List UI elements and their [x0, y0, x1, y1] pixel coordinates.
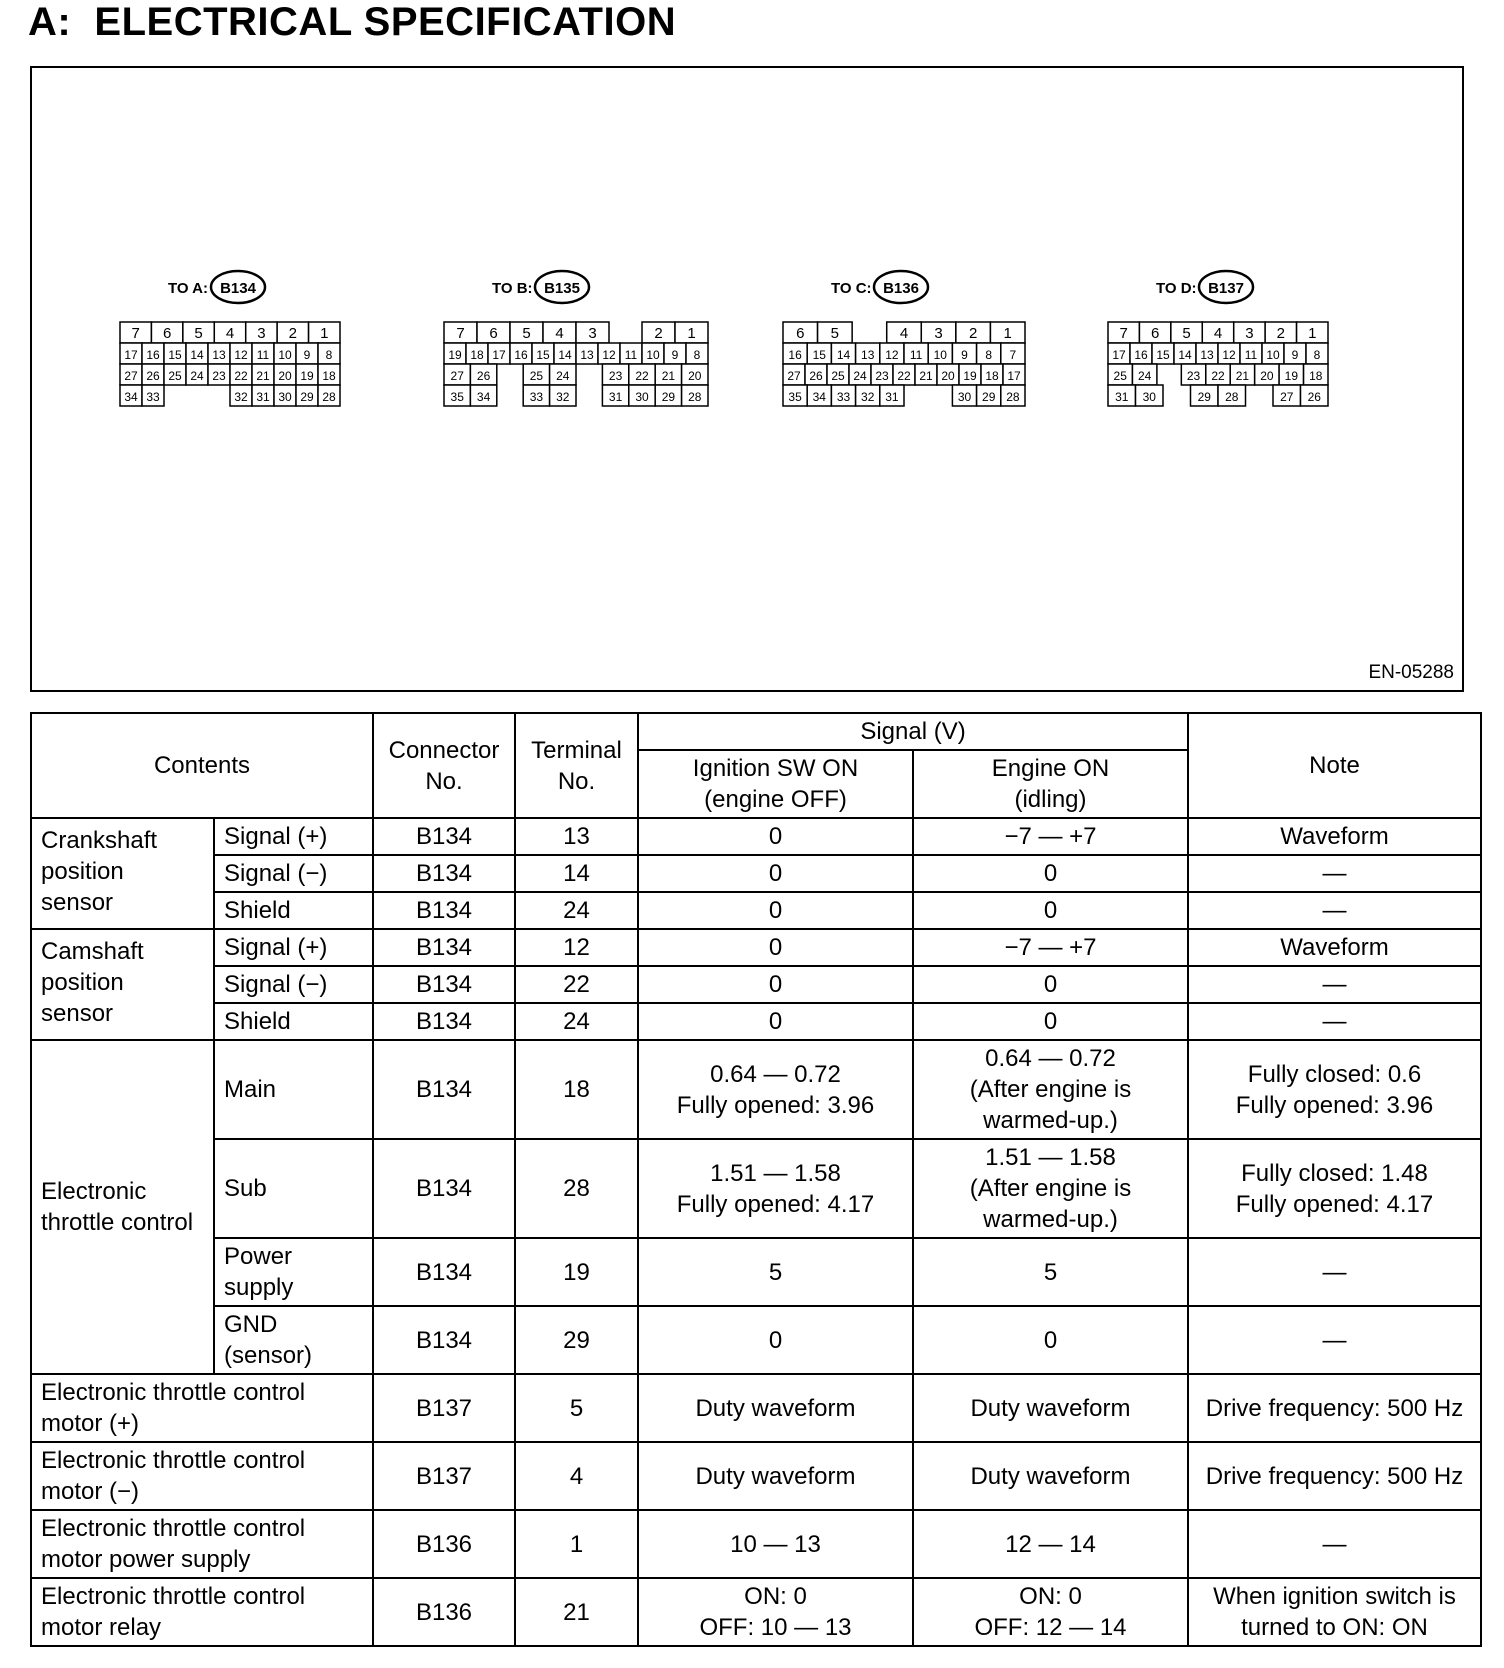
pin-number: 15	[812, 348, 826, 362]
pin-number: 27	[450, 369, 464, 383]
pin-number: 26	[146, 369, 160, 383]
pin-number: 11	[624, 348, 638, 362]
pin-number: 31	[1115, 390, 1129, 404]
table-row	[31, 818, 1481, 855]
engine-value: 12 — 14	[913, 1510, 1188, 1578]
pin-number: 21	[661, 369, 676, 383]
pin-number: 25	[529, 369, 544, 383]
pin-number: 27	[787, 369, 801, 383]
table-row	[31, 1139, 1481, 1238]
pin-number: 2	[968, 325, 978, 342]
pin-number: 23	[1186, 369, 1201, 383]
engine-value: 0	[913, 855, 1188, 892]
table-row	[31, 1238, 1481, 1306]
pin-number: 30	[635, 390, 649, 404]
pin-number: 30	[1142, 390, 1156, 404]
pin-number: 22	[234, 369, 248, 383]
connector-label: TO A:	[168, 280, 208, 297]
contents-label: Electronic throttle control motor relay	[31, 1578, 373, 1646]
pin-number: 26	[809, 369, 823, 383]
note-cell: Waveform	[1188, 818, 1481, 855]
note-cell: Waveform	[1188, 929, 1481, 966]
engine-value: 0	[913, 892, 1188, 929]
note-cell: —	[1188, 892, 1481, 929]
terminal-cell: 19	[515, 1238, 638, 1306]
pin-number: 32	[234, 390, 248, 404]
pin-number: 12	[1222, 348, 1236, 362]
connector-id: B137	[1208, 280, 1244, 297]
terminal-cell: 4	[515, 1442, 638, 1510]
pin-number: 3	[257, 325, 266, 342]
pin-number: 25	[1113, 369, 1127, 383]
ignition-value: 10 — 13	[638, 1510, 913, 1578]
pin-number: 22	[1211, 369, 1225, 383]
pin-number: 3	[588, 325, 597, 342]
pin-number: 8	[985, 348, 993, 362]
pin-number: 1	[1308, 325, 1317, 342]
connector-cell: B134	[373, 818, 515, 855]
note-cell: —	[1188, 1238, 1481, 1306]
ignition-value: Duty waveform	[638, 1442, 913, 1510]
connector-label: TO C:	[831, 280, 872, 297]
pin-number: 20	[941, 369, 955, 383]
pin-number: 35	[788, 390, 802, 404]
ignition-value: 0	[638, 1003, 913, 1040]
pin-number: 29	[661, 390, 676, 404]
connector-cell: B134	[373, 1139, 515, 1238]
pin-number: 9	[671, 348, 679, 362]
ignition-value: 0	[638, 855, 913, 892]
connector-cell: B136	[373, 1578, 515, 1646]
note-cell: Drive frequency: 500 Hz	[1188, 1442, 1481, 1510]
terminal-cell: 18	[515, 1040, 638, 1139]
sub-label: GND (sensor)	[214, 1306, 373, 1374]
pin-number: 31	[608, 390, 623, 404]
pin-number: 17	[124, 348, 138, 362]
pin-number: 18	[1309, 369, 1323, 383]
pin-number: 5	[194, 325, 203, 342]
group-label: Camshaft position sensor	[31, 929, 214, 1040]
pin-number: 14	[836, 348, 851, 362]
connector-id: B134	[220, 280, 256, 297]
pin-number: 33	[836, 390, 851, 404]
table-row	[31, 1578, 1481, 1646]
pin-number: 29	[300, 390, 314, 404]
pin-number: 20	[688, 369, 702, 383]
ignition-value: 0	[638, 929, 913, 966]
connector-cell: B134	[373, 855, 515, 892]
pin-number: 15	[536, 348, 550, 362]
pin-number: 29	[982, 390, 996, 404]
pin-number: 13	[1200, 348, 1214, 362]
sub-label: Signal (+)	[214, 929, 373, 966]
pin-number: 21	[256, 369, 270, 383]
connector-label: TO D:	[1156, 280, 1197, 297]
pin-number: 19	[448, 348, 462, 362]
pin-number: 19	[963, 369, 977, 383]
connector-cell: B134	[373, 1238, 515, 1306]
pin-number: 7	[1009, 348, 1017, 362]
pin-number: 33	[529, 390, 544, 404]
table-row	[31, 892, 1481, 929]
ignition-value: 0	[638, 818, 913, 855]
note-cell: —	[1188, 1306, 1481, 1374]
pin-number: 28	[1225, 390, 1239, 404]
pin-number: 10	[933, 348, 947, 362]
connector-cell: B134	[373, 966, 515, 1003]
pin-number: 11	[256, 348, 270, 362]
note-cell: Drive frequency: 500 Hz	[1188, 1374, 1481, 1442]
connector-cell: B134	[373, 1040, 515, 1139]
pin-number: 34	[124, 390, 138, 404]
ignition-value: 0	[638, 966, 913, 1003]
header-terminal: Terminal No.	[515, 713, 638, 818]
sub-label: Main	[214, 1040, 373, 1139]
pin-number: 6	[796, 325, 805, 342]
connector-cell: B137	[373, 1442, 515, 1510]
pin-number: 26	[476, 369, 491, 383]
pin-number: 19	[1284, 369, 1299, 383]
pin-number: 8	[1313, 348, 1321, 362]
connector-cell: B134	[373, 892, 515, 929]
pin-number: 23	[875, 369, 889, 383]
engine-value: ON: 0 OFF: 12 — 14	[913, 1578, 1188, 1646]
terminal-cell: 28	[515, 1139, 638, 1238]
sub-label: Shield	[214, 1003, 373, 1040]
engine-value: 0	[913, 966, 1188, 1003]
pin-number: 2	[654, 325, 663, 342]
pin-number: 8	[325, 348, 333, 362]
pin-number: 6	[162, 325, 172, 342]
pin-number: 11	[909, 348, 923, 362]
pin-number: 21	[1235, 369, 1250, 383]
connector-id: B135	[544, 280, 580, 297]
page-title: A: ELECTRICAL SPECIFICATION	[28, 0, 677, 44]
ignition-value: 0	[638, 1306, 913, 1374]
table-row	[31, 966, 1481, 1003]
pin-number: 9	[303, 348, 311, 362]
pin-number: 5	[522, 325, 531, 342]
pin-number: 31	[885, 390, 899, 404]
contents-label: Electronic throttle control motor power supply	[31, 1510, 373, 1578]
ignition-value: 0	[638, 892, 913, 929]
pin-number: 2	[288, 325, 298, 342]
pin-number: 3	[1245, 325, 1254, 342]
table-row	[31, 929, 1481, 966]
pin-number: 7	[131, 325, 140, 342]
engine-value: 1.51 — 1.58 (After engine is warmed-up.)	[913, 1139, 1188, 1238]
pin-number: 25	[831, 369, 845, 383]
header-connector: Connector No.	[373, 713, 515, 818]
engine-value: −7 — +7	[913, 818, 1188, 855]
pin-number: 18	[322, 369, 336, 383]
contents-label: Electronic throttle control motor (+)	[31, 1374, 373, 1442]
pin-number: 4	[899, 325, 909, 342]
pin-number: 10	[646, 348, 660, 362]
pin-number: 27	[124, 369, 138, 383]
table-row	[31, 1374, 1481, 1442]
pin-number: 24	[1137, 369, 1152, 383]
pin-number: 24	[853, 369, 867, 383]
engine-value: Duty waveform	[913, 1442, 1188, 1510]
engine-value: 5	[913, 1238, 1188, 1306]
pin-number: 17	[492, 348, 506, 362]
group-label: Electronic throttle control	[31, 1040, 214, 1374]
pin-number: 31	[256, 390, 270, 404]
engine-value: 0	[913, 1306, 1188, 1374]
terminal-cell: 24	[515, 892, 638, 929]
pin-number: 16	[514, 348, 528, 362]
terminal-cell: 5	[515, 1374, 638, 1442]
pin-number: 26	[1307, 390, 1321, 404]
pin-number: 16	[1134, 348, 1148, 362]
header-note: Note	[1188, 713, 1481, 818]
pin-number: 15	[168, 348, 182, 362]
pin-number: 5	[1182, 325, 1191, 342]
pin-number: 7	[1119, 325, 1128, 342]
pin-number: 23	[608, 369, 623, 383]
note-cell: When ignition switch is turned to ON: ON	[1188, 1578, 1481, 1646]
header-engine-on: Engine ON (idling)	[913, 750, 1188, 818]
pin-number: 34	[812, 390, 826, 404]
note-cell: —	[1188, 966, 1481, 1003]
table-row	[31, 855, 1481, 892]
group-label: Crankshaft position sensor	[31, 818, 214, 929]
pin-number: 16	[146, 348, 160, 362]
pin-number: 14	[190, 348, 204, 362]
engine-value: 0	[913, 1003, 1188, 1040]
pin-number: 14	[1178, 348, 1192, 362]
connector-cell: B134	[373, 1003, 515, 1040]
pin-number: 10	[278, 348, 292, 362]
table-row	[31, 1306, 1481, 1374]
figure-code: EN-05288	[1368, 662, 1454, 683]
terminal-cell: 29	[515, 1306, 638, 1374]
pin-number: 9	[1291, 348, 1299, 362]
spec-table	[30, 712, 1482, 1647]
note-cell: Fully closed: 0.6 Fully opened: 3.96	[1188, 1040, 1481, 1139]
pin-number: 15	[1156, 348, 1170, 362]
terminal-cell: 24	[515, 1003, 638, 1040]
ignition-value: ON: 0 OFF: 10 — 13	[638, 1578, 913, 1646]
table-row	[31, 1442, 1481, 1510]
contents-label: Electronic throttle control motor (−)	[31, 1442, 373, 1510]
terminal-cell: 22	[515, 966, 638, 1003]
connector-id: B136	[883, 280, 919, 297]
pin-number: 4	[555, 325, 564, 342]
pin-number: 28	[688, 390, 702, 404]
pin-number: 17	[1112, 348, 1126, 362]
terminal-cell: 13	[515, 818, 638, 855]
pin-number: 5	[830, 325, 840, 342]
pin-number: 13	[212, 348, 226, 362]
pin-number: 13	[861, 348, 875, 362]
note-cell: —	[1188, 1003, 1481, 1040]
pin-number: 11	[1244, 348, 1258, 362]
ignition-value: 5	[638, 1238, 913, 1306]
pin-number: 18	[985, 369, 999, 383]
pin-number: 18	[470, 348, 484, 362]
pin-number: 4	[225, 325, 235, 342]
pin-number: 7	[456, 325, 465, 342]
pin-number: 25	[168, 369, 182, 383]
pin-number: 22	[635, 369, 649, 383]
pin-number: 1	[687, 325, 696, 342]
terminal-cell: 12	[515, 929, 638, 966]
connector-diagram-svg	[32, 68, 1462, 690]
pin-number: 16	[788, 348, 802, 362]
sub-label: Signal (−)	[214, 966, 373, 1003]
pin-number: 33	[146, 390, 160, 404]
terminal-cell: 1	[515, 1510, 638, 1578]
pin-number: 1	[1003, 325, 1012, 342]
engine-value: 0.64 — 0.72 (After engine is warmed-up.)	[913, 1040, 1188, 1139]
connector-cell: B137	[373, 1374, 515, 1442]
pin-number: 20	[278, 369, 292, 383]
pin-number: 24	[556, 369, 570, 383]
sub-label: Sub	[214, 1139, 373, 1238]
header-contents: Contents	[31, 713, 373, 818]
pin-number: 10	[1266, 348, 1280, 362]
pin-number: 30	[278, 390, 292, 404]
pin-number: 23	[212, 369, 226, 383]
pin-number: 3	[934, 325, 943, 342]
pin-number: 17	[1007, 369, 1021, 383]
sub-label: Power supply	[214, 1238, 373, 1306]
connector-label: TO B:	[492, 280, 533, 297]
pin-number: 35	[450, 390, 464, 404]
pin-number: 6	[1150, 325, 1160, 342]
pin-number: 24	[190, 369, 204, 383]
terminal-cell: 21	[515, 1578, 638, 1646]
note-cell: —	[1188, 855, 1481, 892]
pin-number: 34	[476, 390, 491, 404]
pin-number: 20	[1260, 369, 1274, 383]
pin-number: 9	[961, 348, 968, 362]
table-row	[31, 1040, 1481, 1139]
pin-number: 19	[300, 369, 314, 383]
connector-diagram	[30, 66, 1464, 692]
ignition-value: 0.64 — 0.72 Fully opened: 3.96	[638, 1040, 913, 1139]
pin-number: 6	[489, 325, 498, 342]
header-signal: Signal (V)	[638, 713, 1188, 750]
pin-number: 27	[1280, 390, 1294, 404]
sub-label: Signal (−)	[214, 855, 373, 892]
table-row	[31, 1510, 1481, 1578]
pin-number: 12	[234, 348, 248, 362]
connector-cell: B136	[373, 1510, 515, 1578]
pin-number: 21	[919, 369, 933, 383]
connector-cell: B134	[373, 929, 515, 966]
connector-cell: B134	[373, 1306, 515, 1374]
pin-number: 29	[1197, 390, 1211, 404]
pin-number: 28	[1006, 390, 1020, 404]
pin-number: 32	[861, 390, 875, 404]
pin-number: 13	[580, 348, 594, 362]
pin-number: 12	[602, 348, 616, 362]
pin-number: 28	[322, 390, 336, 404]
pin-number: 14	[558, 348, 572, 362]
pin-number: 30	[957, 390, 972, 404]
note-cell: Fully closed: 1.48 Fully opened: 4.17	[1188, 1139, 1481, 1238]
engine-value: −7 — +7	[913, 929, 1188, 966]
table-row	[31, 1003, 1481, 1040]
header-ignition-sw-on: Ignition SW ON (engine OFF)	[638, 750, 913, 818]
pin-number: 12	[885, 348, 899, 362]
ignition-value: Duty waveform	[638, 1374, 913, 1442]
engine-value: Duty waveform	[913, 1374, 1188, 1442]
sub-label: Shield	[214, 892, 373, 929]
sub-label: Signal (+)	[214, 818, 373, 855]
pin-number: 1	[320, 325, 329, 342]
pin-number: 2	[1276, 325, 1286, 342]
terminal-cell: 14	[515, 855, 638, 892]
pin-number: 4	[1213, 325, 1223, 342]
note-cell: —	[1188, 1510, 1481, 1578]
ignition-value: 1.51 — 1.58 Fully opened: 4.17	[638, 1139, 913, 1238]
pin-number: 32	[556, 390, 570, 404]
pin-number: 22	[897, 369, 911, 383]
pin-number: 8	[693, 348, 701, 362]
